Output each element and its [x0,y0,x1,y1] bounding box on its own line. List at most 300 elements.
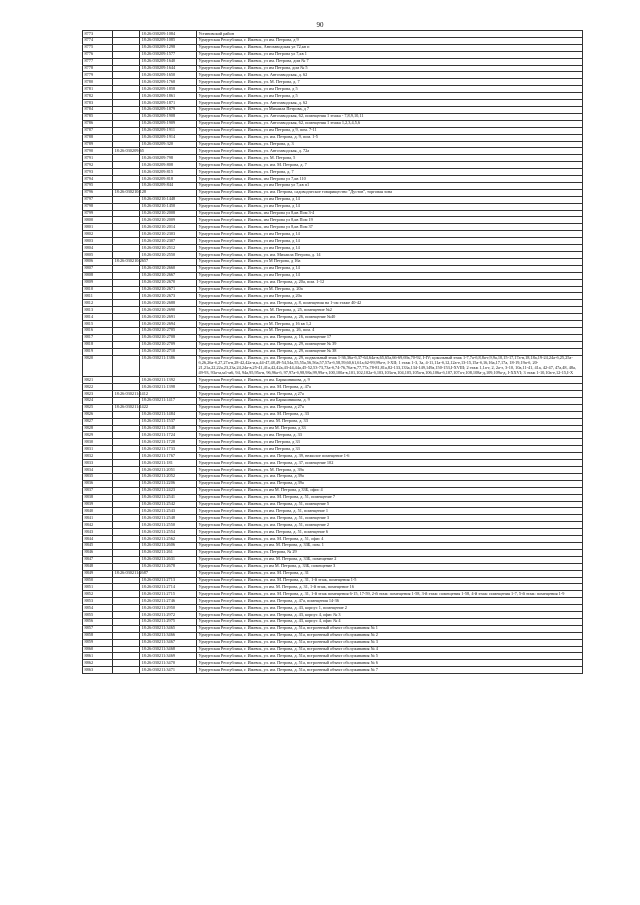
table-row [83,196,583,203]
table-row [83,31,583,38]
address-cell: Удмуртская Республика, г. Ижевск, ул. им. М. Петрова, д. 31, 1-й этаж помещения 6-15, 17-59, 2-й этаж: помещения 1-58, 3-й этаж: помещения 1-58, 4-й этаж: помещения 1-7, 5-й этаж: помещения 1-9 [197,591,583,598]
land-cadastral-number-cell [113,508,140,515]
building-cadastral-number-cell: 18:26:030211:2543 [140,508,197,515]
building-cadastral-number-cell: 18:26:030210:2688 [140,300,197,307]
land-cadastral-number-cell [113,169,140,176]
table-row [83,667,583,674]
table-row [83,549,583,556]
land-cadastral-number-cell [113,120,140,127]
land-cadastral-number-cell [113,653,140,660]
table-row [83,453,583,460]
row-number-cell: 8837 [83,487,113,494]
address-cell: Удмуртская Республика, г. Ижевск, ул М. Петрова, д. 20а [197,286,583,293]
table-row [83,384,583,391]
building-cadastral-number-cell: 18:26:030209:1914 [140,134,197,141]
land-cadastral-number-cell [113,141,140,148]
address-cell: Удмуртская Республика, г. Ижевск, ул. им. М. Петрова, д. 31, 1-й этаж, помещения 1-5 [197,577,583,584]
land-cadastral-number-cell [113,44,140,51]
table-row [83,515,583,522]
address-cell: Удмуртская Республика, г. Ижевск, ул им Петрова, д 14 [197,231,583,238]
row-number-cell: 8861 [83,653,113,660]
building-cadastral-number-cell: 18:26:030210:2670 [140,279,197,286]
address-cell: Удмуртская Республика, г. Ижевск, ул им Петрова, д 5 [197,86,583,93]
land-cadastral-number-cell [113,494,140,501]
building-cadastral-number-cell: 18:26:030211:2631 [140,556,197,563]
land-cadastral-number-cell [113,446,140,453]
table-row [83,155,583,162]
table-row [83,612,583,619]
row-number-cell: 8828 [83,425,113,432]
land-cadastral-number-cell [113,577,140,584]
building-cadastral-number-cell: 18:26:030211:3471 [140,667,197,674]
land-cadastral-number-cell [113,286,140,293]
address-cell: Удмуртская Республика, г. Ижевск, ул. им. Петрова, д. 47а, помещения 14-36 [197,598,583,605]
building-cadastral-number-cell: 18:26:030211:2715 [140,591,197,598]
land-cadastral-number-cell [113,341,140,348]
row-number-cell: 8859 [83,639,113,646]
row-number-cell: 8852 [83,591,113,598]
register-body [83,31,583,674]
table-row [83,508,583,515]
building-cadastral-number-cell: 18:26:030211:3466 [140,632,197,639]
land-cadastral-number-cell [113,515,140,522]
table-row [83,341,583,348]
building-cadastral-number-cell: 18:26:030210:1448 [140,196,197,203]
address-cell: Удмуртская Республика, г. Ижевск, ул. им. М. Петрова, д. 51, помещение 7 [197,494,583,501]
address-cell: Удмуртская Республика, г. Ижевск, ул. им. Петрова, д. 29, подвальный этаж 1-36,36а-б,37-64,64а-в,65,65а,66-69,69а,70-92, I-IV; цокольный этаж 1-7,7а-б,8,8а-г,9,9а,10,15-17,17а-в,18,18а,19-24,24а-б,25,25а-б,26,26а-б,27,27а-в,28-42,42а-и,к,44-47,48,49-54,54а,55,55а,56,56а,57,57а-б,58,59,60,61,61а,62-99,99а-е, I-XII; 1 этаж 1-3, 3а, 4-11,11а-б,12,12а-е,13-15,15а-б,16,16а,17,17а, 18-19,19а-б, 20-21,21а,22,22а,23,23а,24,24а-в,25-41,41а,42,42а,43-44,44а,45-52,53-73,73а-б,74-76,76а-в,77,77а,78-81,81а,82-133,133а,134-149,149а,150-153,I-XVIII; 2 этаж 1,1а-г, 2, 2а-з, 3-10, 10а,11-41, 41а, 42-47, 47а,48, 48а, 49-93, 93а-м,м1-м6, 94, 94а,95,95а-в, 96,96а-б, 97,97а-б,98,98а,99,99а-з,100,100а-в,101,102,102а-б,103,103а-в,104,105,105а-в,106,106а-б,107,107а-г,108,108а-д,109,109а-д, I-XXVI; 3 этаж 1-10,10а-е,12-15,I-X [197,355,583,377]
building-cadastral-number-cell: 18:26:030209:1858 [140,86,197,93]
building-cadastral-number-cell: 18:26:030210:2008 [140,210,197,217]
building-cadastral-number-cell: 18:26:030211:2541 [140,494,197,501]
address-cell: Удмуртская Республика, г. Ижевск, ул. им. Петрова, д. 26, помещение №40 [197,314,583,321]
table-row [83,293,583,300]
address-cell: Удмуртская Республика, г. Ижевск, ул им М. Петрова, д 33 [197,425,583,432]
table-row [83,58,583,65]
land-cadastral-number-cell [113,646,140,653]
row-number-cell: 8834 [83,467,113,474]
address-cell: Удмуртская Республика, г. Ижевск, ул. им. М. Петрова, д. 47а [197,384,583,391]
land-cadastral-number-cell [113,252,140,259]
table-row [83,432,583,439]
building-cadastral-number-cell: 18:26:030210:2690 [140,307,197,314]
building-cadastral-number-cell [140,148,197,155]
table-row [83,176,583,183]
row-number-cell: 8826 [83,411,113,418]
building-cadastral-number-cell: 18:26:030211:1724 [140,432,197,439]
land-cadastral-number-cell [113,293,140,300]
row-number-cell: 8794 [83,176,113,183]
land-cadastral-number-cell [113,411,140,418]
address-cell: Удмуртская Республика, г. Ижевск, ул. им. Петрова, д. 51а, встроенный объект обслуживания № 2 [197,632,583,639]
table-row [83,556,583,563]
table-row [83,460,583,467]
building-cadastral-number-cell [140,258,197,265]
building-cadastral-number-cell: 18:26:030209:320 [140,141,197,148]
land-cadastral-number-cell [113,238,140,245]
address-cell: Удмуртская Республика, г. Ижевск, ул им Петрова ул 7,кв 1 [197,51,583,58]
address-cell: Удмуртская Республика, г. Ижевск, ул. им. Петрова, д. 37, помещение 102 [197,460,583,467]
table-row [83,660,583,667]
address-cell: Удмуртская Республика, г. Ижевск, ул. им. Михаила Петрова, д. 14 [197,252,583,259]
table-row [83,169,583,176]
row-number-cell: 8824 [83,397,113,404]
address-cell: Устиновский район [197,31,583,38]
building-cadastral-number-cell: 18:26:030210:2009 [140,217,197,224]
row-number-cell: 8860 [83,646,113,653]
row-number-cell: 8785 [83,113,113,120]
land-cadastral-number-cell [113,618,140,625]
building-cadastral-number-cell: 18:26:030209:1577 [140,51,197,58]
building-cadastral-number-cell: 18:26:030210:2694 [140,321,197,328]
building-cadastral-number-cell: 18:26:030209:808 [140,162,197,169]
table-row [83,272,583,279]
building-cadastral-number-cell: 18:26:030211:1417 [140,397,197,404]
address-cell: Удмуртская Республика, г. Ижевск, ул М. Петрова, д. 26, пом. 4 [197,327,583,334]
building-cadastral-number-cell: 18:26:030211:2051 [140,467,197,474]
address-cell: Удмуртская Республика, г. Ижевск, ул. им. Петрова, д. 43, корпус 4, офис № 3 [197,612,583,619]
building-cadastral-number-cell: 18:26:030209:1085 [140,37,197,44]
land-cadastral-number-cell: 18:26:030210:2657 [114,258,149,264]
land-cadastral-number-cell [113,79,140,86]
row-number-cell: 8773 [83,31,113,38]
building-cadastral-number-cell: 18:26:030209:1768 [140,79,197,86]
land-cadastral-number-cell [113,556,140,563]
table-row [83,238,583,245]
row-number-cell: 8786 [83,120,113,127]
table-row [83,501,583,508]
land-cadastral-number-cell [113,279,140,286]
building-cadastral-number-cell: 18:26:030211:3465 [140,625,197,632]
table-row [83,598,583,605]
row-number-cell: 8820 [83,355,113,377]
table-row [83,411,583,418]
address-cell: Удмуртская Республика, г. Ижевск, ул им М. Петрова, д 33Б, офис 4 [197,487,583,494]
table-row [83,391,583,398]
row-number-cell: 8839 [83,501,113,508]
row-number-cell: 8774 [83,37,113,44]
building-cadastral-number-cell: 18:26:030210:2709 [140,341,197,348]
address-cell: Удмуртская Республика, г. Ижевск, ул. им. Петрова, д 27а [197,404,583,411]
address-cell: Удмуртская Республика, г. Ижевск, ул. им. Петрова, садоводческое товарищество "Дустов", торговая зона [197,189,583,196]
row-number-cell: 8823 [83,391,113,398]
address-cell: Удмуртская Республика, г. Ижевск, ул. им. Петрова, д. 51а, встроенный объект обслуживания № 7 [197,667,583,674]
land-cadastral-number-cell [113,127,140,134]
building-cadastral-number-cell: 18:26:030209:1861 [140,93,197,100]
row-number-cell: 8821 [83,377,113,384]
table-row [83,162,583,169]
row-number-cell: 8805 [83,252,113,259]
table-row [83,300,583,307]
address-cell: Удмуртская Республика, г. Ижевск, им Петрова ул 8,кв Пом 3-4 [197,210,583,217]
address-cell: Удмуртская Республика, г. Ижевск, ул. им. Петрова, д. 51, помещение 3 [197,515,583,522]
land-cadastral-number-cell: 18:26:030209:65 [114,147,144,153]
building-cadastral-number-cell: 18:26:030209:1298 [140,44,197,51]
building-cadastral-number-cell: 18:26:030209:1644 [140,65,197,72]
row-number-cell: 8819 [83,348,113,355]
address-cell: Удмуртская Республика, г. Ижевск, ул. им. М. Петрова, д. 51, офис 4 [197,536,583,543]
table-row [83,542,583,549]
address-cell: Удмуртская Республика, г. Ижевск, ул. М. Петрова, д. 25, помещение №2 [197,307,583,314]
row-number-cell: 8843 [83,529,113,536]
table-row [83,494,583,501]
building-cadastral-number-cell: 18:26:030211:2950 [140,605,197,612]
row-number-cell: 8777 [83,58,113,65]
row-number-cell: 8858 [83,632,113,639]
table-row [83,252,583,259]
address-cell: Удмуртская Республика, г. Ижевск, ул. им. Петрова, д 39а [197,473,583,480]
row-number-cell: 8784 [83,106,113,113]
row-number-cell: 8851 [83,584,113,591]
table-row [83,522,583,529]
building-cadastral-number-cell: 18:26:030209:844 [140,182,197,189]
table-row [83,203,583,210]
row-number-cell: 8840 [83,508,113,515]
land-cadastral-number-cell [113,667,140,674]
address-cell: Удмуртская Республика, г. Ижевск, ул им. М. Петрова, д. 33 [197,418,583,425]
row-number-cell: 8850 [83,577,113,584]
table-row [83,51,583,58]
building-cadastral-number-cell: 18:26:030209:1650 [140,72,197,79]
row-number-cell: 8801 [83,224,113,231]
table-row [83,355,583,377]
building-cadastral-number-cell: 18:26:030210:2667 [140,272,197,279]
building-cadastral-number-cell: 18:26:030210:2710 [140,348,197,355]
table-row [83,148,583,155]
row-number-cell: 8862 [83,660,113,667]
table-row [83,646,583,653]
building-cadastral-number-cell: 18:26:030211:2554 [140,529,197,536]
address-cell: Удмуртская Республика, г. Ижевск, ул им. Барышникова, д. 9 [197,377,583,384]
land-cadastral-number-cell [113,453,140,460]
row-number-cell: 8789 [83,141,113,148]
land-cadastral-number-cell [113,155,140,162]
address-cell: Удмуртская Республика, г. Ижевск, ул. Автозаводская, д. 62 [197,100,583,107]
row-number-cell: 8814 [83,314,113,321]
address-cell: Удмуртская Республика, г. Ижевск, ул М Петрова, д 16а [197,258,583,265]
table-row [83,127,583,134]
land-cadastral-number-cell [113,93,140,100]
address-cell: Удмуртская Республика, г. Ижевск, им Петрова ул 8,кв Пом 19 [197,217,583,224]
land-cadastral-number-cell [113,460,140,467]
table-row [83,217,583,224]
land-cadastral-number-cell [113,176,140,183]
building-cadastral-number-cell: 18:26:030211:2423 [140,487,197,494]
table-row [83,106,583,113]
building-cadastral-number-cell: 18:26:030211:1392 [140,377,197,384]
address-cell: Удмуртская Республика, г. Ижевск, ул им. Петрова, дом № 7 [197,58,583,65]
building-cadastral-number-cell: 18:26:030211:2972 [140,612,197,619]
table-row [83,314,583,321]
address-cell: Удмуртская Республика, г. Ижевск, ул. им. М. Петрова, д. 7 [197,162,583,169]
row-number-cell: 8844 [83,536,113,543]
table-row [83,487,583,494]
address-cell: Удмуртская Республика, г. Ижевск, ул. им. Петрова, д. 43, корпус 4, офис № 4 [197,618,583,625]
address-cell: Удмуртская Республика, г. Ижевск, им Петрова ул 7,кв 110 [197,176,583,183]
land-cadastral-number-cell [113,210,140,217]
land-cadastral-number-cell [113,660,140,667]
building-cadastral-number-cell: 18:26:030211:2052 [140,473,197,480]
land-cadastral-number-cell [113,487,140,494]
row-number-cell: 8790 [83,148,113,155]
row-number-cell: 8818 [83,341,113,348]
address-cell: Удмуртская Республика, г. Ижевск, ул. им. Петрова, д. 51, помещение 5 [197,501,583,508]
row-number-cell: 8841 [83,515,113,522]
building-cadastral-number-cell: 18:26:030210:2691 [140,314,197,321]
land-cadastral-number-cell [113,473,140,480]
building-cadastral-number-cell [140,189,197,196]
table-row [83,86,583,93]
table-row [83,591,583,598]
row-number-cell: 8803 [83,238,113,245]
table-row [83,577,583,584]
address-cell: Удмуртская Республика, г. Ижевск, ул им. Петрова, д. 51, помещение 6 [197,529,583,536]
address-cell: Удмуртская Республика, г. Ижевск, ул им. М. Петрова, д. 31, 1-й этаж, помещение 16 [197,584,583,591]
row-number-cell: 8810 [83,286,113,293]
land-cadastral-number-cell [113,639,140,646]
land-cadastral-number-cell [113,522,140,529]
table-row [83,348,583,355]
row-number-cell: 8804 [83,245,113,252]
building-cadastral-number-cell: 18:26:030210:2303 [140,231,197,238]
table-row [83,265,583,272]
address-cell: Удмуртская Республика, г. Ижевск, ул. Петрова, д. 3 [197,141,583,148]
row-number-cell: 8835 [83,473,113,480]
row-number-cell: 8797 [83,196,113,203]
building-cadastral-number-cell: 18:26:030211:2975 [140,618,197,625]
land-cadastral-number-cell [113,625,140,632]
row-number-cell: 8783 [83,100,113,107]
land-cadastral-number-cell [113,467,140,474]
building-cadastral-number-cell: 18:26:030211:181 [140,460,197,467]
table-row [83,529,583,536]
land-cadastral-number-cell [113,65,140,72]
building-cadastral-number-cell: 18:26:030211:1484 [140,411,197,418]
table-row [83,632,583,639]
table-row [83,286,583,293]
building-cadastral-number-cell: 18:26:030211:1537 [140,418,197,425]
table-row [83,231,583,238]
table-row [83,439,583,446]
building-cadastral-number-cell: 18:26:030209:1640 [140,58,197,65]
land-cadastral-number-cell [113,563,140,570]
row-number-cell: 8832 [83,453,113,460]
table-row [83,93,583,100]
land-cadastral-number-cell [113,314,140,321]
land-cadastral-number-cell: 18:26:030211:1412 [114,390,148,396]
address-cell: Удмуртская Республика, г. Ижевск, ул им. Петрова, д. 51, помещение 1 [197,508,583,515]
table-row [83,467,583,474]
land-cadastral-number-cell [113,384,140,391]
land-cadastral-number-cell: 18:26:030211:2687 [114,570,148,576]
row-number-cell: 8799 [83,210,113,217]
table-row [83,563,583,570]
address-cell: Удмуртская Республика, г. Ижевск, ул. им. Петрова, д. 43, корпус 1, помещение 2 [197,605,583,612]
table-row [83,307,583,314]
row-number-cell: 8808 [83,272,113,279]
row-number-cell: 8827 [83,418,113,425]
address-cell: Удмуртская Республика, г. Ижевск, ул им Петрова, д 9, пом. 7-11 [197,127,583,134]
building-cadastral-number-cell: 18:26:030209:1871 [140,100,197,107]
row-number-cell: 8847 [83,556,113,563]
row-number-cell: 8845 [83,542,113,549]
building-cadastral-number-cell: 18:26:030211:1398 [140,384,197,391]
row-number-cell: 8813 [83,307,113,314]
table-row [83,44,583,51]
land-cadastral-number-cell [113,86,140,93]
table-row [83,334,583,341]
address-cell: Удмуртская Республика, г. Ижевск, ул им Петрова, д 14 [197,196,583,203]
land-cadastral-number-cell [113,321,140,328]
row-number-cell: 8831 [83,446,113,453]
land-cadastral-number-cell [113,536,140,543]
row-number-cell: 8795 [83,182,113,189]
address-cell: Удмуртская Республика, г. Ижевск, ул. им. Петрова, д. 29, помещение № 38 [197,348,583,355]
building-cadastral-number-cell: 18:26:030210:2512 [140,245,197,252]
building-cadastral-number-cell: 18:26:030210:2708 [140,334,197,341]
row-number-cell: 8846 [83,549,113,556]
table-row [83,210,583,217]
row-number-cell: 8775 [83,44,113,51]
table-row [83,37,583,44]
building-cadastral-number-cell: 18:26:030210:2660 [140,265,197,272]
address-cell: Удмуртская Республика, г. Ижевск, ул М. Петрова, д 16 кв 1,2 [197,321,583,328]
land-cadastral-number-cell [113,377,140,384]
address-cell: Удмуртская Республика, г. Ижевск, ул им Петрова, д 33 [197,446,583,453]
land-cadastral-number-cell [113,265,140,272]
building-cadastral-number-cell: 18:26:030211:3467 [140,639,197,646]
row-number-cell: 8798 [83,203,113,210]
table-row [83,79,583,86]
land-cadastral-number-cell [113,584,140,591]
row-number-cell: 8792 [83,162,113,169]
building-cadastral-number-cell: 18:26:030209:1879 [140,106,197,113]
table-row [83,480,583,487]
land-cadastral-number-cell [113,307,140,314]
table-row [83,100,583,107]
building-cadastral-number-cell: 18:26:030210:2671 [140,286,197,293]
land-cadastral-number-cell [113,598,140,605]
table-row [83,618,583,625]
land-cadastral-number-cell [113,231,140,238]
building-cadastral-number-cell: 18:26:030211:1767 [140,453,197,460]
building-cadastral-number-cell: 18:26:030211:2542 [140,501,197,508]
address-cell: Удмуртская Республика, г. Ижевск, ул. им. Петрова, д. 29, помещение № 39 [197,341,583,348]
land-cadastral-number-cell [113,327,140,334]
building-cadastral-number-cell: 18:26:030210:2673 [140,293,197,300]
building-cadastral-number-cell: 18:26:030211:2746 [140,598,197,605]
row-number-cell: 8833 [83,460,113,467]
building-cadastral-number-cell: 18:26:030209:1908 [140,113,197,120]
land-cadastral-number-cell [113,549,140,556]
building-cadastral-number-cell: 18:26:030211:1733 [140,446,197,453]
row-number-cell: 8788 [83,134,113,141]
land-cadastral-number-cell [113,245,140,252]
land-cadastral-number-cell [113,432,140,439]
address-cell: Удмуртская Республика, г. Ижевск, ул им Петрова, д 33 [197,439,583,446]
address-cell: Удмуртская Республика, г. Ижевск, ул. им. Петрова, д. 16, помещение 17 [197,334,583,341]
address-cell: Удмуртская Республика, г. Ижевск, ул. М. Петрова, д. 7 [197,79,583,86]
property-register-table [82,30,583,674]
building-cadastral-number-cell: 18:26:030211:2678 [140,563,197,570]
land-cadastral-number-cell: 18:26:030211:1422 [114,404,148,410]
row-number-cell: 8781 [83,86,113,93]
building-cadastral-number-cell: 18:26:030211:3470 [140,660,197,667]
row-number-cell: 8782 [83,93,113,100]
row-number-cell: 8849 [83,570,113,577]
land-cadastral-number-cell [113,397,140,404]
row-number-cell: 8811 [83,293,113,300]
address-cell: Удмуртская Республика, г. Ижевск, ул им. Петрова, д 9 [197,37,583,44]
